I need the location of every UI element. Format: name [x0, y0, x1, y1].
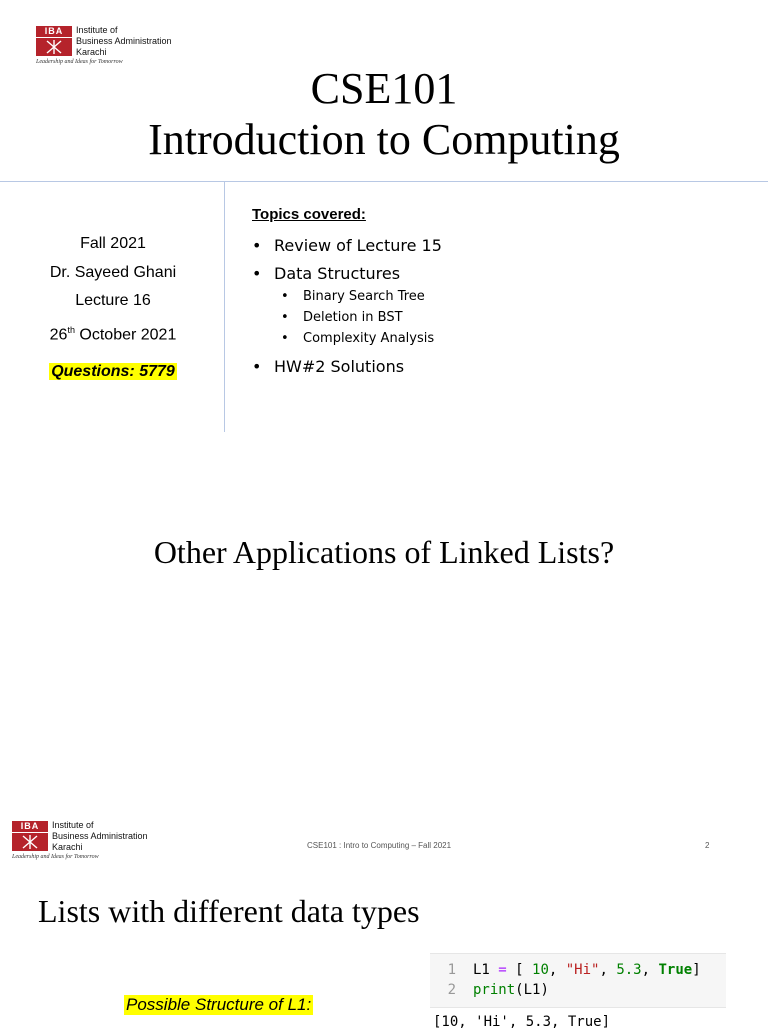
slide-footer: CSE101 : Intro to Computing – Fall 2021 [307, 841, 452, 850]
logo-institute-name: Institute of Business Administration Karachi [76, 25, 172, 57]
course-code: CSE101 [310, 64, 458, 113]
logo-institute-name: Institute of Business Administration Karachi [52, 820, 148, 852]
logo-emblem-icon [36, 38, 72, 56]
page-number: 2 [705, 841, 710, 850]
slide3-title: Lists with different data types [38, 893, 420, 929]
term: Fall 2021 [80, 235, 146, 252]
subtopic-item: • Deletion in BST [281, 310, 403, 325]
possible-structure-label: Possible Structure of L1: [126, 995, 312, 1014]
code-cell [430, 953, 726, 1008]
line-number: 2 [447, 982, 456, 998]
line-number: 1 [447, 962, 456, 978]
logo-tagline: Leadership and Ideas for Tomorrow [36, 59, 123, 65]
topic-item: • HW#2 Solutions [252, 357, 405, 376]
instructor: Dr. Sayeed Ghani [49, 263, 177, 281]
title-divider [0, 181, 768, 182]
lecture-number: Lecture 16 [75, 292, 151, 309]
topic-item: • Data Structures [252, 264, 401, 283]
lecture-date: 26th October 2021 [49, 324, 177, 343]
code-output: [10, 'Hi', 5.3, True] [433, 1014, 611, 1030]
logo-tagline: Leadership and Ideas for Tomorrow [12, 854, 99, 860]
topic-item: • Review of Lecture 15 [252, 236, 442, 255]
course-title: Introduction to Computing [148, 115, 620, 164]
topics-covered [252, 206, 366, 223]
iba-emblem [36, 26, 72, 56]
logo-abbr: IBA [12, 821, 48, 832]
subtopic-item: • Complexity Analysis [281, 331, 435, 346]
iba-emblem [12, 821, 48, 851]
slide2-title: Other Applications of Linked Lists? [153, 534, 615, 570]
code-line: L1 = [ 10, "Hi", 5.3, True] [473, 962, 701, 978]
code-line: print(L1) [473, 982, 549, 998]
questions-badge: Questions: 5779 [51, 363, 175, 380]
lecture-info [0, 230, 226, 387]
logo-abbr: IBA [36, 26, 72, 37]
topics-heading: Topics covered: [252, 206, 366, 223]
logo-emblem-icon [12, 833, 48, 851]
subtopic-item: • Binary Search Tree [281, 289, 425, 304]
